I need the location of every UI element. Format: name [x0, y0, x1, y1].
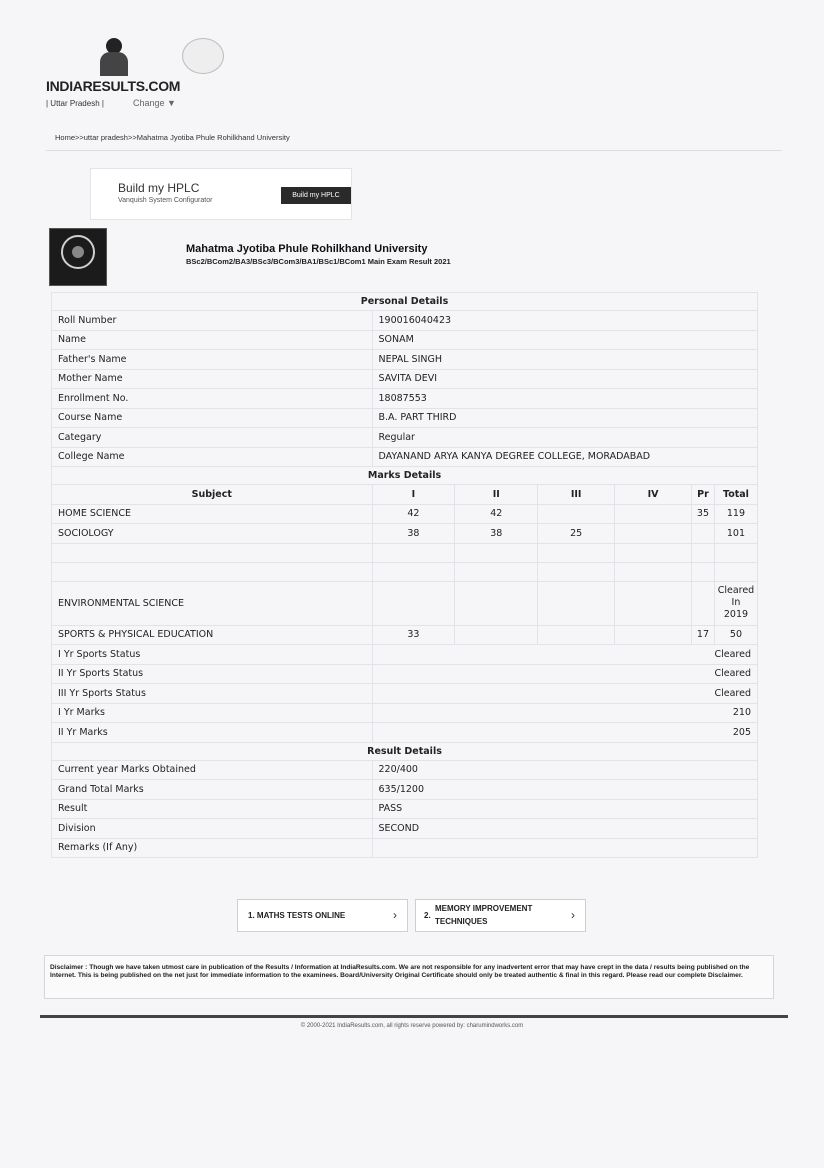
field-label: Name: [52, 330, 373, 350]
table-row: [52, 799, 758, 819]
breadcrumb[interactable]: Home>>uttar pradesh>>Mahatma Jyotiba Phule Rohilkhand University: [55, 133, 290, 142]
table-row: [52, 819, 758, 839]
field-value: 635/1200: [372, 780, 758, 800]
field-value: SAVITA DEVI: [372, 369, 758, 389]
field-label: Result: [52, 799, 373, 819]
field-value: Cleared: [372, 664, 758, 684]
field-value: SONAM: [372, 330, 758, 350]
total-cell: 50: [714, 625, 757, 645]
table-row: [52, 645, 758, 665]
marks-details-heading: Marks Details: [52, 467, 758, 485]
university-seal-icon: [49, 228, 107, 286]
section-row: [52, 467, 758, 485]
ad-button[interactable]: Build my HPLC: [281, 187, 351, 204]
field-value: 220/400: [372, 760, 758, 780]
field-value: Regular: [372, 428, 758, 448]
marks-header-row: [52, 485, 758, 505]
link-label: 1. MATHS TESTS ONLINE: [248, 911, 346, 920]
column-header: III: [538, 485, 615, 505]
field-label: Enrollment No.: [52, 389, 373, 409]
chevron-right-icon: ›: [571, 908, 575, 922]
field-label: Categary: [52, 428, 373, 448]
field-value: 18087553: [372, 389, 758, 409]
mark-cell: 38: [372, 524, 455, 544]
field-label: II Yr Marks: [52, 723, 373, 743]
field-value: PASS: [372, 799, 758, 819]
column-header: Total: [714, 485, 757, 505]
map-icon: [182, 38, 224, 74]
table-row: [52, 330, 758, 350]
table-row: [52, 369, 758, 389]
result-table: [51, 292, 758, 858]
field-value: 210: [372, 703, 758, 723]
field-label: Mother Name: [52, 369, 373, 389]
table-row: [52, 311, 758, 331]
column-header: IV: [615, 485, 692, 505]
field-value: [372, 838, 758, 858]
table-row: [52, 703, 758, 723]
divider: [46, 150, 782, 151]
table-row: [52, 664, 758, 684]
table-row: [52, 447, 758, 467]
footer-divider: [40, 1015, 788, 1018]
table-row: [52, 838, 758, 858]
field-label: Roll Number: [52, 311, 373, 331]
table-row: [52, 350, 758, 370]
field-label: III Yr Sports Status: [52, 684, 373, 704]
mark-cell: 33: [372, 625, 455, 645]
field-label: College Name: [52, 447, 373, 467]
total-cell: 101: [714, 524, 757, 544]
ad-subtitle: Vanquish System Configurator: [118, 197, 213, 204]
table-row: [52, 625, 758, 645]
ad-banner[interactable]: [90, 168, 352, 220]
subject-name: SPORTS & PHYSICAL EDUCATION: [52, 625, 373, 645]
memory-improvement-link[interactable]: [415, 899, 586, 932]
field-label: II Yr Sports Status: [52, 664, 373, 684]
table-row: [52, 760, 758, 780]
link-label: MEMORY IMPROVEMENT: [435, 904, 533, 913]
table-row: [52, 562, 758, 581]
ad-title: Build my HPLC: [118, 181, 200, 195]
field-label: Current year Marks Obtained: [52, 760, 373, 780]
logo-person-icon: [100, 38, 128, 76]
total-cell: 119: [714, 504, 757, 524]
field-value: SECOND: [372, 819, 758, 839]
chevron-right-icon: ›: [393, 908, 397, 922]
table-row: [52, 723, 758, 743]
mark-cell: 38: [455, 524, 538, 544]
total-cell: Cleared In 2019: [714, 581, 757, 625]
field-label: I Yr Sports Status: [52, 645, 373, 665]
table-row: [52, 581, 758, 625]
maths-tests-link[interactable]: [237, 899, 408, 932]
link-number: 2.: [424, 911, 431, 920]
copyright: © 2000-2021 IndiaResults.com, all rights reserve powered by: charumindworks.com: [300, 1023, 524, 1029]
personal-details-heading: Personal Details: [52, 293, 758, 311]
field-label: Remarks (If Any): [52, 838, 373, 858]
region-label: | Uttar Pradesh |: [46, 99, 104, 108]
column-header: Subject: [52, 485, 373, 505]
university-name: Mahatma Jyotiba Phule Rohilkhand University: [186, 243, 428, 255]
link-label: TECHNIQUES: [435, 917, 488, 926]
field-value: DAYANAND ARYA KANYA DEGREE COLLEGE, MORADABAD: [372, 447, 758, 467]
logo-text: INDIARESULTS.COM: [46, 78, 181, 94]
field-value: 205: [372, 723, 758, 743]
table-row: [52, 428, 758, 448]
table-row: [52, 543, 758, 562]
mark-cell: [538, 504, 615, 524]
mark-cell: [615, 504, 692, 524]
field-value: B.A. PART THIRD: [372, 408, 758, 428]
result-details-heading: Result Details: [52, 742, 758, 760]
subject-name: ENVIRONMENTAL SCIENCE: [52, 581, 373, 625]
field-label: Division: [52, 819, 373, 839]
mark-cell: [615, 524, 692, 544]
table-row: [52, 780, 758, 800]
mark-cell: 25: [538, 524, 615, 544]
field-label: I Yr Marks: [52, 703, 373, 723]
column-header: Pr: [691, 485, 714, 505]
table-row: [52, 389, 758, 409]
field-label: Father's Name: [52, 350, 373, 370]
table-row: [52, 408, 758, 428]
section-row: [52, 293, 758, 311]
field-value: NEPAL SINGH: [372, 350, 758, 370]
mark-cell: 42: [455, 504, 538, 524]
subject-name: SOCIOLOGY: [52, 524, 373, 544]
column-header: II: [455, 485, 538, 505]
mark-cell: 17: [691, 625, 714, 645]
mark-cell: [691, 524, 714, 544]
exam-title: BSc2/BCom2/BA3/BSc3/BCom3/BA1/BSc1/BCom1 Main Exam Result 2021: [186, 257, 451, 266]
change-region-link[interactable]: Change ▼: [133, 98, 176, 108]
table-row: [52, 524, 758, 544]
field-value: Cleared: [372, 645, 758, 665]
section-row: [52, 742, 758, 760]
field-label: Grand Total Marks: [52, 780, 373, 800]
subject-name: HOME SCIENCE: [52, 504, 373, 524]
field-label: Course Name: [52, 408, 373, 428]
disclaimer: Disclaimer : Though we have taken utmost care in publication of the Results / Information at IndiaResults.com. We are not responsible for any inadvertent error that may have crept in the data / results being published on the Internet. This is being published on the net just for immediate information to the examinees. Board/University Original Certificate should only be treated authentic & final in this regard. Please read our complete Disclaimer.: [44, 955, 774, 999]
field-value: 190016040423: [372, 311, 758, 331]
table-row: [52, 684, 758, 704]
mark-cell: 35: [691, 504, 714, 524]
field-value: Cleared: [372, 684, 758, 704]
table-row: [52, 504, 758, 524]
mark-cell: 42: [372, 504, 455, 524]
column-header: I: [372, 485, 455, 505]
